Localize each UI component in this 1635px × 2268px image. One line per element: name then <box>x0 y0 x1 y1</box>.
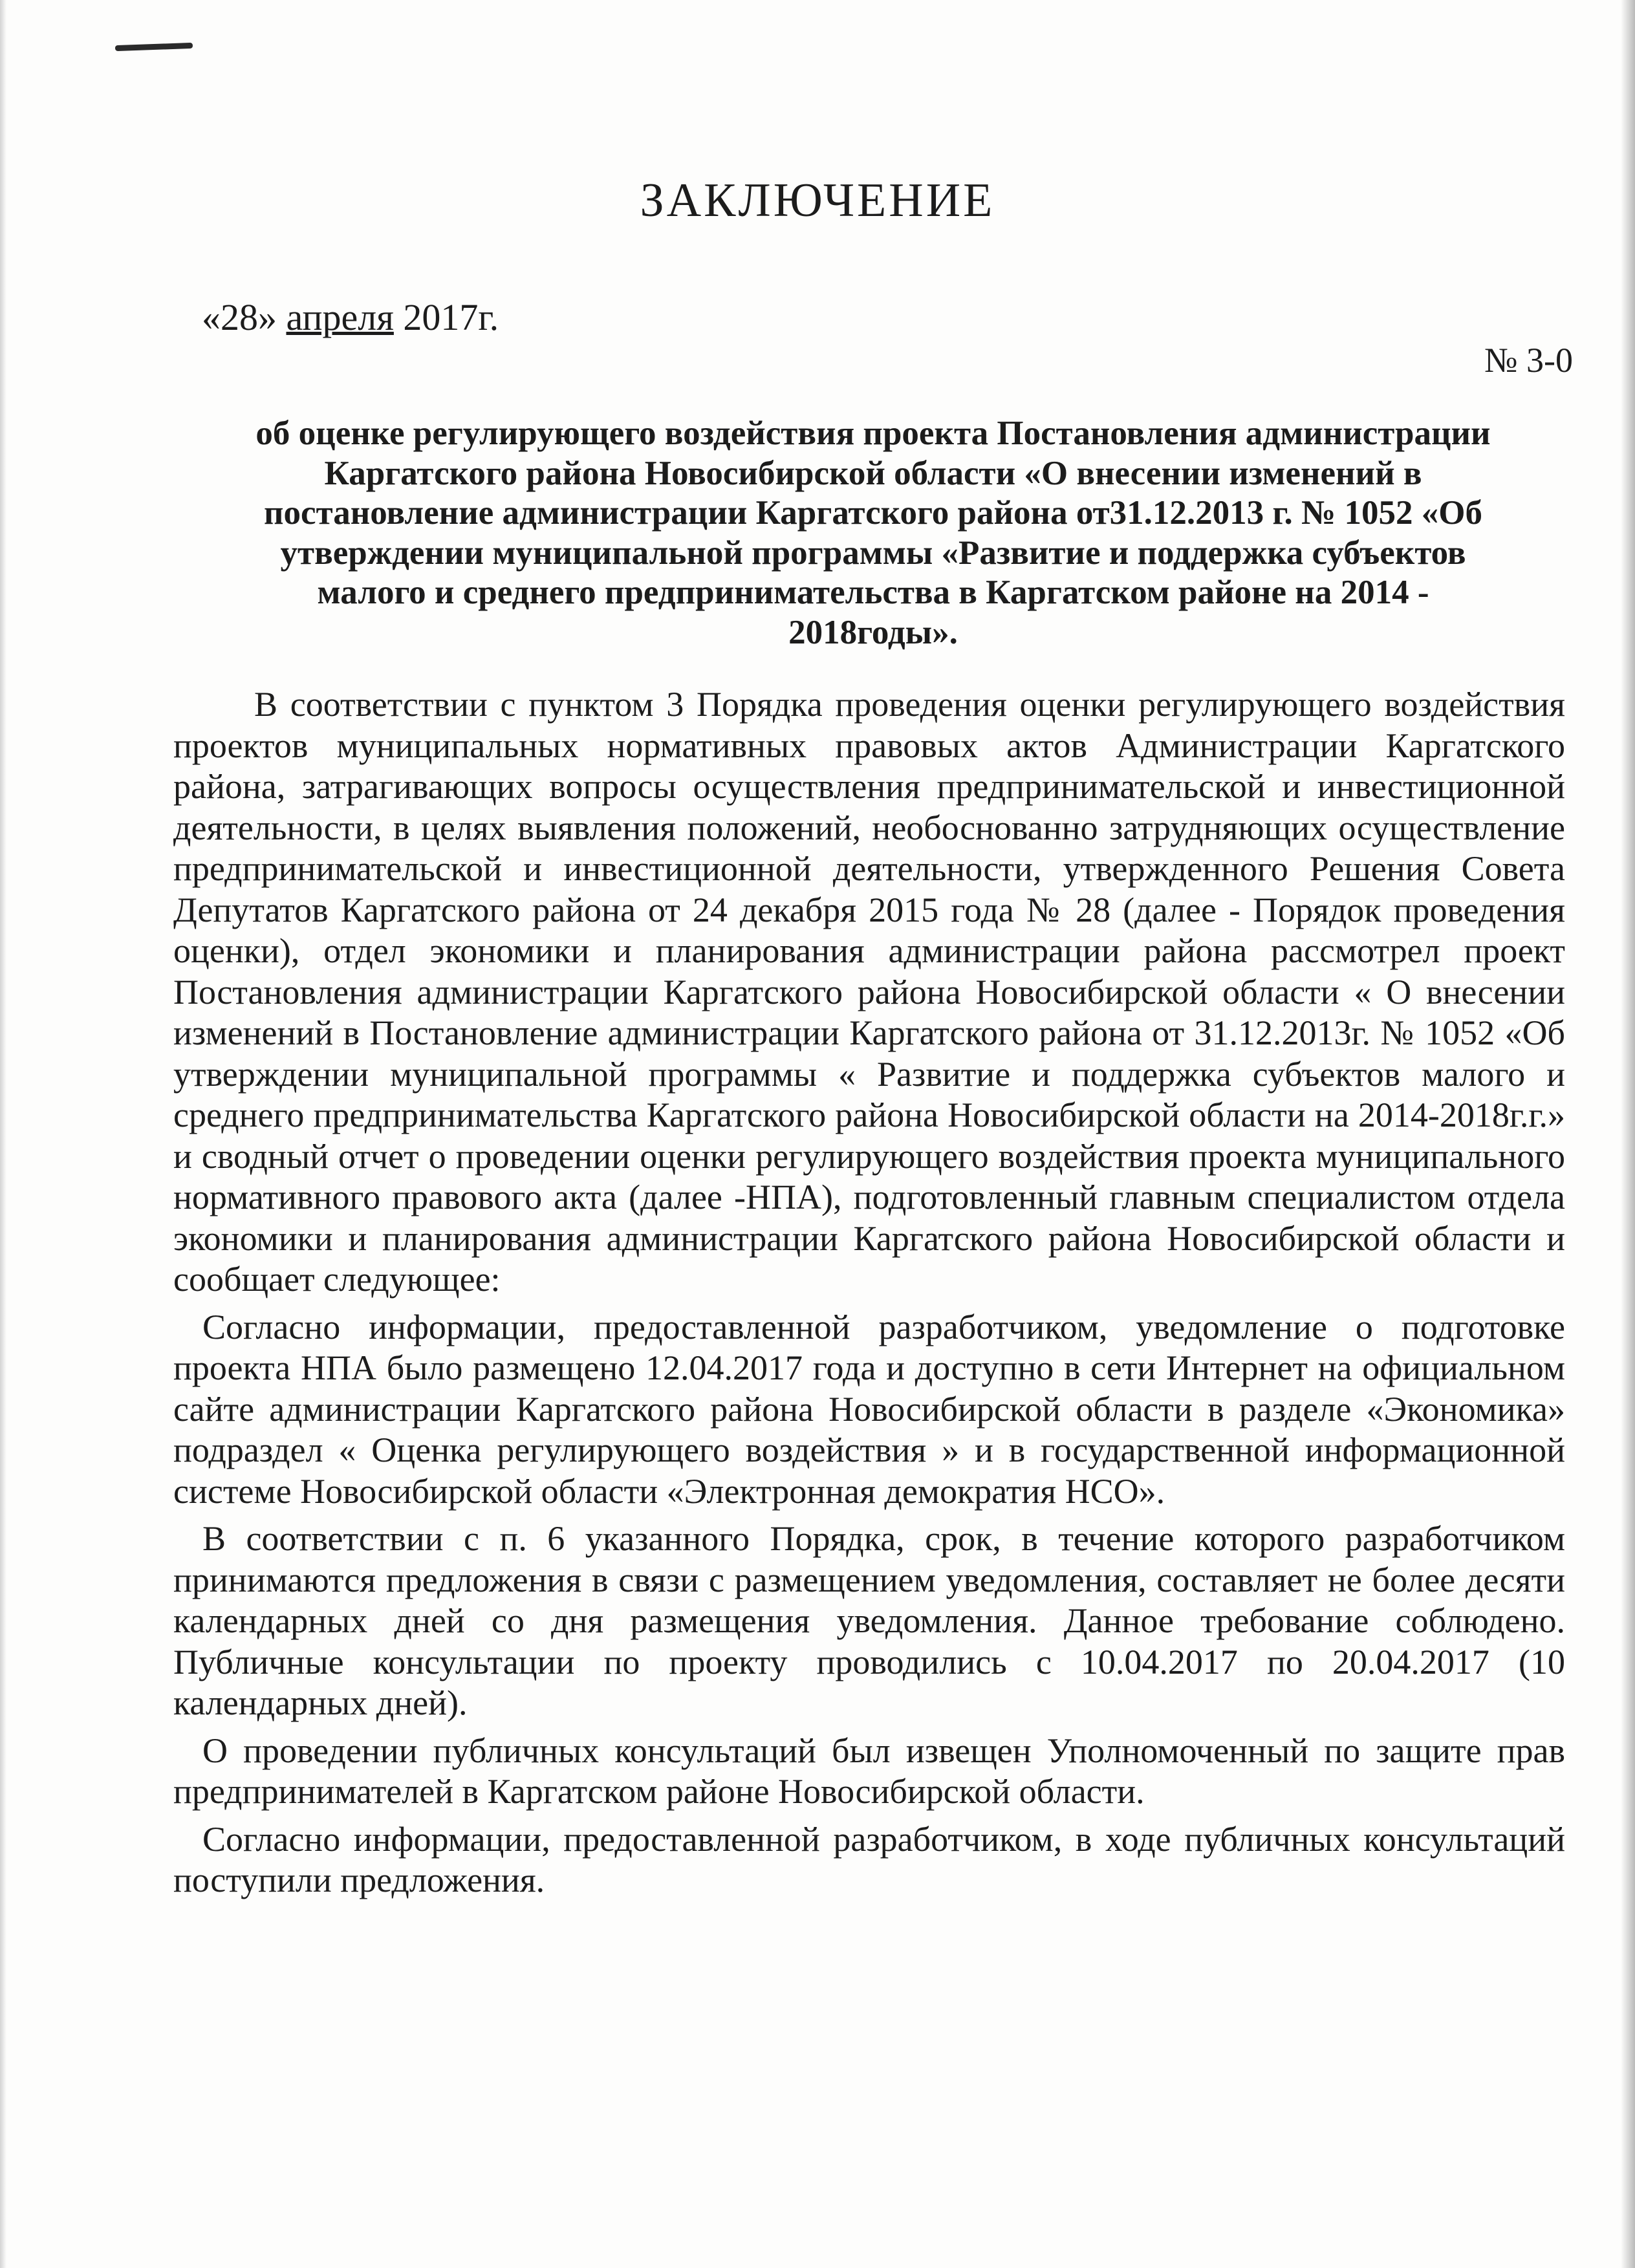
document-body <box>173 684 1565 1908</box>
document-title: ЗАКЛЮЧЕНИЕ <box>640 174 995 227</box>
document-subject: об оценке регулирующего воздействия проекта Постановления администрации Каргатского района Новосибирской области «О внесении изменений в постановление администрации Каргатского района от31.12.2013 г. № 1052 «Об утверждении муниципальной программы «Развитие и поддержка субъектов малого и среднего предпринимательства в Каргатском районе на 2014 - 2018годы». <box>255 415 1491 651</box>
document-date <box>202 296 499 338</box>
paragraph: О проведении публичных консультаций был извещен Уполномоченный по защите прав предпринимателей в Каргатском районе Новосибирской области. <box>173 1731 1565 1811</box>
scan-mark <box>115 43 193 51</box>
paragraph: Согласно информации, предоставленной разработчиком, уведомление о подготовке проекта НПА было размещено 12.04.2017 года и доступно в сети Интернет на официальном сайте администрации Каргатского района Новосибирской области в разделе «Экономика» подраздел « Оценка регулирующего воздействия » и в государственной информационной системе Новосибирской области «Электронная демократия НСО». <box>173 1307 1565 1511</box>
scan-edge-shadow-left <box>0 0 6 2268</box>
document-number: № 3-0 <box>1484 341 1573 380</box>
date-year: 2017г. <box>403 296 499 338</box>
paragraph: Согласно информации, предоставленной разработчиком, в ходе публичных консультаций поступили предложения. <box>173 1819 1565 1899</box>
paragraph: В соответствии с пунктом 3 Порядка проведения оценки регулирующего воздействия проектов муниципальных нормативных правовых актов Администрации Каргатского района, затрагивающих вопросы осуществления предпринимательской и инвестиционной деятельности, в целях выявления положений, необоснованно затрудняющих осуществление предпринимательской и инвестиционной деятельности, утвержденного Решения Совета Депутатов Каргатского района от 24 декабря 2015 года № 28 (далее - Порядок проведения оценки), отдел экономики и планирования администрации района рассмотрел проект Постановления администрации Каргатского района Новосибирской области « О внесении изменений в Постановление администрации Каргатского района от 31.12.2013г. № 1052 «Об утверждении муниципальной программы « Развитие и поддержка субъектов малого и среднего предпринимательства Каргатского района Новосибирской области на 2014-2018г.г.» и сводный отчет о проведении оценки регулирующего воздействия проекта муниципального нормативного правового акта (далее -НПА), подготовленный главным специалистом отдела экономики и планирования администрации Каргатского района Новосибирской области и сообщает следующее: <box>173 685 1565 1299</box>
date-day: «28» <box>202 296 277 338</box>
scan-edge-shadow <box>1621 0 1635 2268</box>
paragraph: В соответствии с п. 6 указанного Порядка, срок, в течение которого разработчиком принимаются предложения в связи с размещением уведомления, составляет не более десяти календарных дней со дня размещения уведомления. Данное требование соблюдено. Публичные консультации по проекту проводились с 10.04.2017 по 20.04.2017 (10 календарных дней). <box>173 1519 1565 1722</box>
date-month: апреля <box>286 296 394 338</box>
